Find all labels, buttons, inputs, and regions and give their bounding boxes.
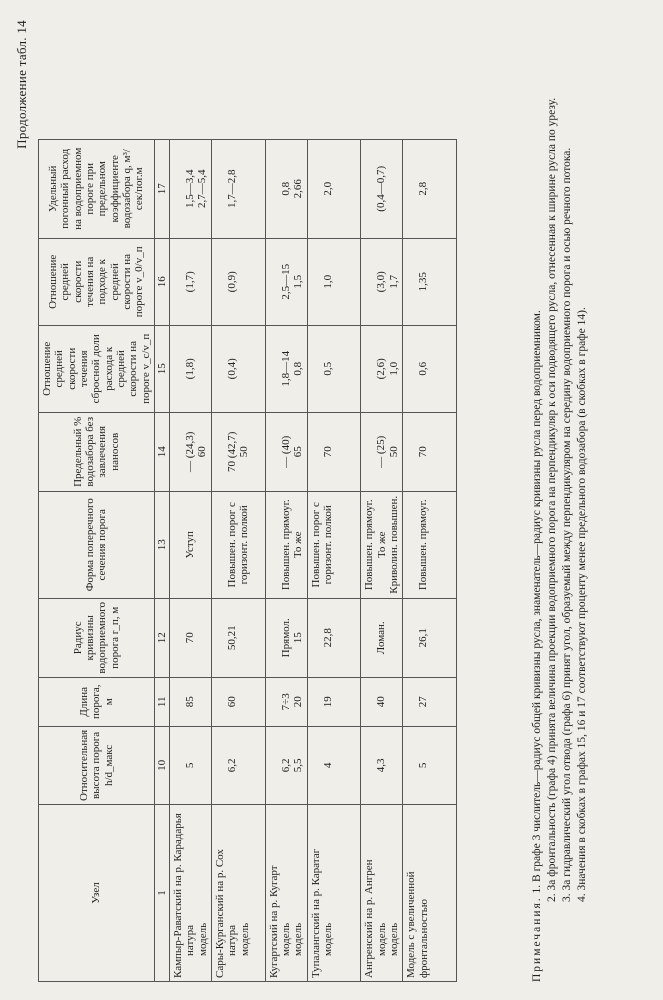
- row-shape-cell: [361, 491, 403, 598]
- row-relative-height-cell: [307, 726, 361, 804]
- cell-line: 1,35: [417, 272, 430, 292]
- cell-line: — (40): [279, 435, 292, 468]
- column-number: 10: [154, 726, 169, 804]
- cell-line: Ангренский на р. Ангрен: [363, 859, 376, 978]
- cell-line: 6,2: [226, 758, 239, 773]
- row-limit-cell: [212, 412, 266, 491]
- cell-line: [405, 602, 417, 674]
- column-number: 14: [154, 412, 169, 491]
- cell-line: Тупалангский на р. Каратаг: [309, 848, 322, 978]
- cell-line: [268, 730, 280, 801]
- row-relative-height-cell: [265, 726, 307, 804]
- row-length-cell: [265, 677, 307, 726]
- row-ratio-discharge-cell: [361, 325, 403, 412]
- cell-line: [363, 329, 375, 409]
- cell-line: [172, 143, 184, 235]
- cell-line: Повышен. прямоуг.: [279, 499, 292, 591]
- cell-line: [430, 730, 442, 801]
- cell-line: 0,8: [292, 361, 304, 376]
- cell-line: [214, 416, 226, 488]
- cell-line: Сары-Курганский на р. Сох: [214, 849, 227, 978]
- cell-line: [430, 143, 442, 235]
- cell-line: 22,8: [321, 628, 334, 648]
- row-limit-cell: [307, 412, 361, 491]
- header-length: Длина порога, м: [39, 677, 155, 726]
- cell-line: [442, 808, 454, 978]
- cell-line: [405, 495, 417, 595]
- cell-line: Модель с увеличенной фронтальностью: [405, 871, 430, 978]
- cell-line: [388, 143, 400, 235]
- row-ratio-discharge-cell: [307, 325, 361, 412]
- cell-line: [172, 681, 184, 723]
- row-relative-height-cell: [361, 726, 403, 804]
- cell-line: [430, 495, 442, 595]
- cell-line: [430, 242, 442, 322]
- row-specific-discharge-cell: [212, 139, 266, 238]
- table-row: [307, 139, 361, 981]
- cell-line: [251, 495, 263, 595]
- cell-line: [363, 143, 375, 235]
- row-ratio-approach-cell: [403, 238, 457, 325]
- row-ratio-approach-cell: [265, 238, 307, 325]
- cell-line: (1,7): [184, 271, 197, 293]
- cell-line: [268, 143, 280, 235]
- row-length-cell: [403, 677, 457, 726]
- cell-line: [238, 329, 250, 409]
- row-shape-cell: [403, 491, 457, 598]
- cell-line: 1,5: [292, 274, 304, 289]
- cell-line: (0,4—0,7): [375, 165, 388, 212]
- cell-line: [405, 242, 417, 322]
- cell-line: 2,0: [321, 181, 334, 196]
- row-ratio-approach-cell: [361, 238, 403, 325]
- note-line: 2. За фронтальность (графа 4) принята величина проекции водоприемного порога на перпендикуляр к оси подводящего русла, отнесенная к ширине русла по урезу.: [545, 97, 558, 902]
- cell-line: модель: [292, 922, 305, 956]
- cell-line: 70: [321, 446, 334, 458]
- column-number: 13: [154, 491, 169, 598]
- row-ratio-approach-cell: [307, 238, 361, 325]
- cell-line: 6,2: [279, 758, 292, 773]
- cell-line: 50: [387, 446, 400, 458]
- cell-line: [363, 730, 375, 801]
- table-row: [361, 139, 403, 981]
- row-length-cell: [170, 677, 212, 726]
- table-body: [170, 139, 457, 981]
- cell-line: [172, 416, 184, 488]
- row-node-cell: [307, 805, 361, 982]
- row-relative-height-cell: [403, 726, 457, 804]
- cell-line: модель: [196, 922, 209, 956]
- cell-line: [334, 143, 346, 235]
- column-number: 15: [154, 325, 169, 412]
- header-relative-height: Относительная высота порога h/d_макс: [39, 726, 155, 804]
- cell-line: [334, 681, 346, 723]
- row-limit-cell: [265, 412, 307, 491]
- cell-line: То же: [292, 531, 304, 559]
- cell-line: [334, 495, 346, 595]
- cell-line: [268, 416, 280, 488]
- cell-line: 2,66: [292, 179, 304, 199]
- cell-line: модель: [238, 922, 251, 956]
- cell-line: [214, 242, 226, 322]
- row-length-cell: [212, 677, 266, 726]
- row-radius-cell: [212, 598, 266, 677]
- row-radius-cell: [265, 598, 307, 677]
- cell-line: Ломан.: [375, 621, 388, 655]
- cell-line: [310, 329, 322, 409]
- cell-line: 19: [321, 696, 334, 708]
- row-specific-discharge-cell: [265, 139, 307, 238]
- cell-line: [268, 329, 280, 409]
- cell-line: модель: [387, 922, 400, 956]
- column-number: 11: [154, 677, 169, 726]
- cell-line: (0,9): [226, 271, 239, 293]
- row-shape-cell: [265, 491, 307, 598]
- cell-line: [310, 242, 322, 322]
- cell-line: [238, 602, 250, 674]
- cell-line: 2,7—5,4: [196, 169, 209, 209]
- cell-line: [172, 602, 184, 674]
- row-node-cell: [361, 805, 403, 982]
- cell-line: 1,8—14: [279, 350, 292, 387]
- row-limit-cell: [403, 412, 457, 491]
- cell-line: [405, 143, 417, 235]
- cell-line: 26,1: [417, 628, 430, 648]
- cell-line: [196, 329, 208, 409]
- cell-line: Повышен. прямоуг.: [363, 499, 376, 591]
- cell-line: 2,5—15: [279, 263, 292, 300]
- row-length-cell: [361, 677, 403, 726]
- cell-line: 60: [226, 696, 239, 708]
- cell-line: Прямол.: [279, 618, 292, 658]
- cell-line: [430, 808, 442, 978]
- cell-line: Кампыр-Раватский на р. Карадарья: [172, 813, 185, 978]
- cell-line: [196, 730, 208, 801]
- cell-line: (1,8): [184, 358, 197, 380]
- row-ratio-discharge-cell: [170, 325, 212, 412]
- cell-line: [334, 329, 346, 409]
- cell-line: [363, 242, 375, 322]
- cell-line: 85: [184, 696, 197, 708]
- cell-line: [346, 495, 358, 595]
- cell-line: [363, 416, 375, 488]
- cell-line: [214, 602, 226, 674]
- cell-line: — (25): [375, 435, 388, 468]
- cell-line: [196, 495, 208, 595]
- row-ratio-approach-cell: [170, 238, 212, 325]
- cell-line: [430, 602, 442, 674]
- cell-line: 4: [321, 762, 334, 769]
- row-ratio-discharge-cell: [212, 325, 266, 412]
- cell-line: 0,8: [279, 181, 292, 196]
- row-shape-cell: [212, 491, 266, 598]
- cell-line: модель: [280, 922, 292, 956]
- cell-line: 5,5: [292, 758, 304, 773]
- cell-line: [310, 730, 322, 801]
- table-row: [265, 139, 307, 981]
- cell-line: 60: [196, 446, 209, 458]
- cell-line: [214, 681, 226, 723]
- cell-line: [310, 602, 322, 674]
- cell-line: [214, 730, 226, 801]
- cell-line: [310, 416, 322, 488]
- data-table: [38, 139, 457, 982]
- cell-line: [214, 495, 226, 595]
- cell-line: [172, 495, 184, 595]
- cell-line: [388, 730, 400, 801]
- note-text: 1. В графе 3 числитель—радиус общей кривизны русла, знаменатель—радиус кривизны русла перед водоприемником.: [531, 310, 543, 894]
- cell-line: [268, 495, 280, 595]
- cell-line: [405, 329, 417, 409]
- header-limit-percent: Предельный % водозабора без завлечения наносов: [39, 412, 155, 491]
- cell-line: [405, 416, 417, 488]
- note-line: 4. Значения в скобках в графах 15, 16 и 17 соответствуют проценту менее предельного водозабора (в скобках в графе 14).: [575, 307, 588, 902]
- table-row: [403, 139, 457, 981]
- cell-line: [334, 242, 346, 322]
- row-specific-discharge-cell: [170, 139, 212, 238]
- row-radius-cell: [361, 598, 403, 677]
- rotated-page: [10, 10, 650, 990]
- cell-line: [405, 730, 417, 801]
- cell-line: 40: [375, 696, 388, 708]
- cell-line: [430, 329, 442, 409]
- header-radius: Радиус кривизны водоприемного порога r_п, м: [39, 598, 155, 677]
- column-number: 1: [154, 805, 169, 982]
- cell-line: [196, 681, 208, 723]
- table-caption: Продолжение табл. 14: [14, 20, 29, 149]
- cell-line: [214, 143, 226, 235]
- row-shape-cell: [307, 491, 361, 598]
- cell-line: [430, 416, 442, 488]
- row-node-cell: [265, 805, 307, 982]
- cell-line: 0,6: [417, 361, 430, 376]
- cell-line: [388, 681, 400, 723]
- cell-line: 65: [292, 446, 304, 458]
- column-number: 16: [154, 238, 169, 325]
- cell-line: [172, 242, 184, 322]
- cell-line: [334, 416, 346, 488]
- row-node-cell: [212, 805, 266, 982]
- cell-line: [268, 681, 280, 723]
- cell-line: 70: [184, 632, 197, 644]
- table-row: [212, 139, 266, 981]
- column-number: 17: [154, 139, 169, 238]
- column-number-row: [154, 139, 169, 981]
- note-line: [530, 22, 545, 982]
- row-limit-cell: [170, 412, 212, 491]
- cell-line: Уступ: [184, 531, 197, 559]
- row-specific-discharge-cell: [361, 139, 403, 238]
- cell-line: [268, 602, 280, 674]
- cell-line: [388, 602, 400, 674]
- cell-line: 27: [417, 696, 430, 708]
- cell-line: [238, 681, 250, 723]
- cell-line: [334, 730, 346, 801]
- cell-line: 5: [184, 762, 197, 769]
- row-relative-height-cell: [212, 726, 266, 804]
- row-node-cell: [170, 805, 212, 982]
- cell-line: [334, 602, 346, 674]
- row-relative-height-cell: [170, 726, 212, 804]
- row-ratio-approach-cell: [212, 238, 266, 325]
- cell-line: 4,3: [375, 758, 388, 773]
- cell-line: Повышен. порог с горизонт. полкой: [226, 502, 251, 588]
- cell-line: 20: [292, 696, 304, 708]
- cell-line: [430, 681, 442, 723]
- cell-line: [405, 681, 417, 723]
- cell-line: [196, 242, 208, 322]
- cell-line: [363, 602, 375, 674]
- row-specific-discharge-cell: [403, 139, 457, 238]
- cell-line: [172, 329, 184, 409]
- row-node-cell: [403, 805, 457, 982]
- header-ratio-approach: Отношение средней скорости течения на подходе к средней скорости на пороге v_0/v_п: [39, 238, 155, 325]
- row-radius-cell: [403, 598, 457, 677]
- cell-line: [363, 681, 375, 723]
- table-row: [170, 139, 212, 981]
- row-specific-discharge-cell: [307, 139, 361, 238]
- cell-line: (2,6): [375, 358, 388, 380]
- cell-line: Кугартский на р. Кугарт: [267, 865, 280, 978]
- cell-line: — (24,3): [184, 431, 197, 472]
- cell-line: 50,21: [226, 625, 239, 651]
- row-length-cell: [307, 677, 361, 726]
- cell-line: 5: [417, 762, 430, 769]
- cell-line: [334, 808, 346, 978]
- header-ratio-discharge: Отношение средней скорости течения сбросной доли расхода к средней скорости на пороге v_с/v_п: [39, 325, 155, 412]
- cell-line: 1,5—3,4: [184, 169, 197, 209]
- cell-line: [214, 329, 226, 409]
- cell-line: То же: [375, 531, 388, 559]
- column-number: 12: [154, 598, 169, 677]
- note-line: 3. За гидравлический угол отвода (графа 6) принят угол, образуемый между перпендикуляром на середину водоприемного порога и осью речного потока.: [560, 147, 573, 902]
- cell-line: [310, 681, 322, 723]
- cell-line: 15: [292, 632, 304, 644]
- cell-line: (0,4): [226, 358, 239, 380]
- cell-line: 70 (42,7): [226, 431, 239, 472]
- cell-line: [268, 242, 280, 322]
- cell-line: натура: [184, 924, 197, 956]
- cell-line: 50: [238, 446, 251, 458]
- cell-line: (3,0): [375, 271, 388, 293]
- row-ratio-discharge-cell: [403, 325, 457, 412]
- cell-line: модель: [321, 922, 334, 956]
- cell-line: [172, 730, 184, 801]
- cell-line: 1,7—2,8: [226, 169, 239, 209]
- row-ratio-discharge-cell: [265, 325, 307, 412]
- row-radius-cell: [307, 598, 361, 677]
- cell-line: 1,7: [387, 274, 400, 289]
- cell-line: 70: [417, 446, 430, 458]
- header-row: [39, 139, 155, 981]
- cell-line: [238, 242, 250, 322]
- header-shape: Форма поперечного сечения порога: [39, 491, 155, 598]
- cell-line: Повышен. порог с горизонт. полкой: [309, 502, 334, 588]
- row-limit-cell: [361, 412, 403, 491]
- notes: [530, 22, 590, 982]
- cell-line: модель: [375, 922, 388, 956]
- cell-line: 0,5: [321, 361, 334, 376]
- row-shape-cell: [170, 491, 212, 598]
- cell-line: Повышен. прямоуг.: [417, 499, 430, 591]
- row-radius-cell: [170, 598, 212, 677]
- header-node: Узел: [39, 805, 155, 982]
- cell-line: Криволин. повышен.: [387, 495, 400, 594]
- cell-line: [238, 730, 250, 801]
- cell-line: натура: [226, 924, 239, 956]
- cell-line: 1,0: [387, 361, 400, 376]
- cell-line: [238, 143, 250, 235]
- cell-line: 7÷3: [279, 693, 292, 711]
- cell-line: 1,0: [321, 274, 334, 289]
- cell-line: [196, 602, 208, 674]
- cell-line: 2,8: [417, 181, 430, 196]
- cell-line: [310, 143, 322, 235]
- notes-label: Примечания.: [531, 896, 543, 982]
- header-specific-discharge: Удельный погонный расход на водоприемном пороге при предельном коэффициенте водозабора q, м³/сек/пог.м: [39, 139, 155, 238]
